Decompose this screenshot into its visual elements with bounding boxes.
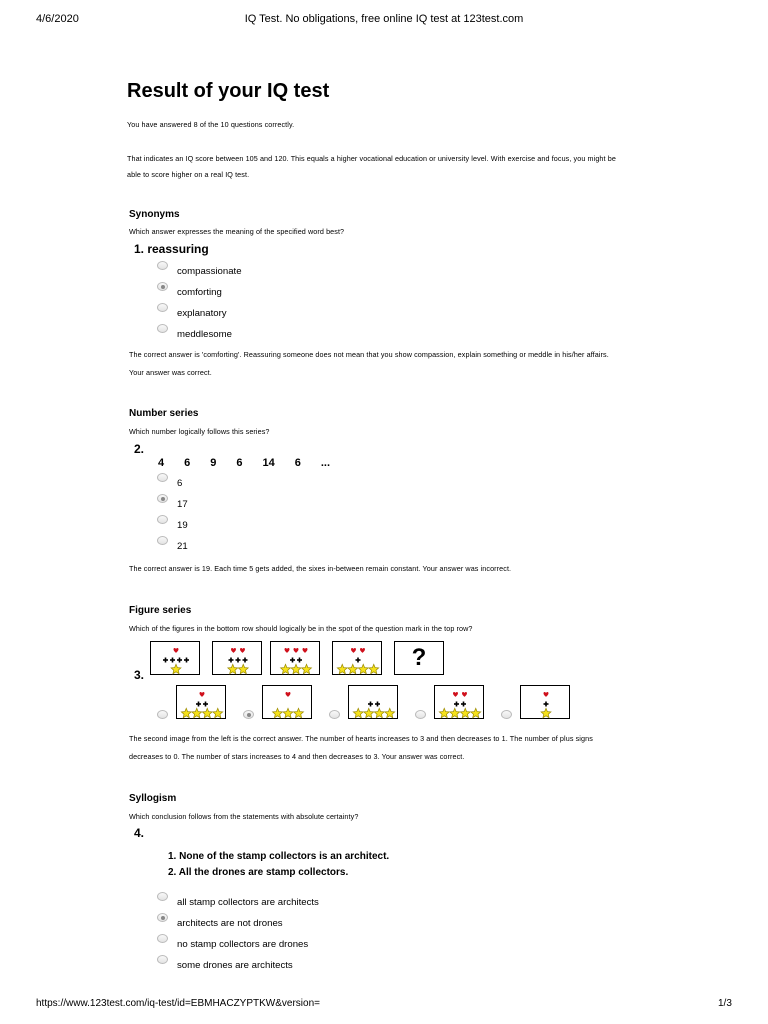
option-label: all stamp collectors are architects: [177, 897, 319, 908]
star-icon: [273, 708, 283, 717]
figure-drawing: [521, 686, 571, 720]
figure-drawing: [177, 686, 227, 720]
plus-icon: [290, 658, 295, 663]
series-number: 6: [236, 457, 243, 469]
radio-button[interactable]: [157, 303, 168, 312]
star-icon: [171, 664, 181, 673]
star-icon: [439, 708, 449, 717]
q1-option-4[interactable]: [157, 329, 232, 340]
q1-option-3[interactable]: [157, 308, 227, 319]
radio-button[interactable]: [157, 473, 168, 482]
star-icon: [181, 708, 191, 717]
print-date: 4/6/2020: [36, 13, 79, 25]
summary-iq-line2: able to score higher on a real IQ test.: [127, 170, 250, 179]
plus-icon: [297, 658, 302, 663]
radio-button-selected[interactable]: [157, 282, 168, 291]
answer-figure-4: [434, 685, 484, 719]
star-icon: [450, 708, 460, 717]
top-figure-3: [270, 641, 320, 675]
plus-icon: [368, 702, 373, 707]
q2-section-title: Number series: [129, 408, 199, 419]
heart-icon: [286, 692, 291, 697]
star-icon: [471, 708, 481, 717]
series-number: 6: [294, 457, 301, 469]
heart-icon: [200, 692, 205, 697]
q4-statement-2: 2. All the drones are stamp collectors.: [168, 867, 349, 878]
q3-label: 3.: [134, 668, 145, 682]
answer-figure-3: [348, 685, 398, 719]
answer-figure-1: [176, 685, 226, 719]
q1-explanation: The correct answer is 'comforting'. Reassuring someone does not mean that you show compassion, explain something or meddle in his/her affairs.: [129, 350, 609, 359]
heart-icon: [231, 648, 236, 653]
star-icon: [302, 664, 312, 673]
star-icon: [541, 708, 551, 717]
series-number: 4: [158, 457, 165, 469]
star-icon: [364, 708, 374, 717]
plus-icon: [236, 658, 241, 663]
star-icon: [283, 708, 293, 717]
plus-icon: [203, 702, 208, 707]
radio-button[interactable]: [157, 536, 168, 545]
star-icon: [460, 708, 470, 717]
star-icon: [228, 664, 238, 673]
option-label: architects are not drones: [177, 918, 283, 929]
heart-icon: [360, 648, 365, 653]
star-icon: [238, 664, 248, 673]
print-url: https://www.123test.com/iq-test/id=EBMHACZYPTKW&version=: [36, 998, 320, 1009]
option-label: 21: [177, 541, 188, 552]
option-label: 6: [177, 478, 183, 489]
print-page-title: IQ Test. No obligations, free online IQ test at 123test.com: [244, 13, 524, 25]
q2-option-1[interactable]: [157, 478, 182, 489]
q4-label: 4.: [134, 826, 145, 840]
star-icon: [291, 664, 301, 673]
star-icon: [192, 708, 202, 717]
heart-icon: [544, 692, 549, 697]
q1-label: 1. reassuring: [134, 242, 209, 256]
series-number: 14: [262, 457, 275, 469]
q1-result: Your answer was correct.: [129, 368, 212, 377]
plus-icon: [375, 702, 380, 707]
q4-statement-1: 1. None of the stamp collectors is an architect.: [168, 851, 390, 862]
radio-button[interactable]: [329, 710, 340, 719]
heart-icon: [462, 692, 467, 697]
plus-icon: [184, 658, 189, 663]
q4-option-4[interactable]: [157, 960, 293, 971]
figure-drawing: [435, 686, 485, 720]
option-label: comforting: [177, 287, 222, 298]
star-icon: [294, 708, 304, 717]
plus-icon: [229, 658, 234, 663]
q3-explanation-line1: The second image from the left is the correct answer. The number of hearts increases to 3 and then decreases to 1. The number of plus signs: [129, 734, 593, 743]
q2-prompt: Which number logically follows this series?: [129, 427, 270, 436]
figure-drawing: [349, 686, 399, 720]
q1-option-2[interactable]: [157, 287, 222, 298]
figure-drawing: [271, 642, 321, 676]
number-series: [158, 457, 350, 469]
star-icon: [374, 708, 384, 717]
radio-button[interactable]: [415, 710, 426, 719]
plus-icon: [170, 658, 175, 663]
heart-icon: [303, 648, 308, 653]
top-figure-4: [332, 641, 382, 675]
option-label: 17: [177, 499, 188, 510]
star-icon: [348, 664, 358, 673]
radio-button[interactable]: [157, 934, 168, 943]
option-label: explanatory: [177, 308, 227, 319]
q2-option-3[interactable]: [157, 520, 188, 531]
radio-button-selected[interactable]: [157, 494, 168, 503]
plus-icon: [461, 702, 466, 707]
option-label: no stamp collectors are drones: [177, 939, 309, 950]
radio-button-selected[interactable]: [243, 710, 254, 719]
figure-drawing: [151, 642, 201, 676]
q2-option-2[interactable]: [157, 499, 188, 510]
page-title: Result of your IQ test: [127, 80, 330, 102]
print-page-number: 1/3: [718, 998, 732, 1009]
q2-option-4[interactable]: [157, 541, 188, 552]
q4-option-1[interactable]: [157, 897, 319, 908]
q2-explanation: The correct answer is 19. Each time 5 gets added, the sixes in-between remain constant. Your answer was incorrect.: [129, 564, 512, 573]
option-label: some drones are architects: [177, 960, 293, 971]
plus-icon: [454, 702, 459, 707]
heart-icon: [240, 648, 245, 653]
answer-figure-5: [520, 685, 570, 719]
q4-option-3[interactable]: [157, 939, 308, 950]
q3-section-title: Figure series: [129, 605, 192, 616]
radio-button[interactable]: [157, 955, 168, 964]
radio-button[interactable]: [157, 710, 168, 719]
answer-figure-2: [262, 685, 312, 719]
heart-icon: [174, 648, 179, 653]
figure-drawing: [213, 642, 263, 676]
radio-button[interactable]: [157, 892, 168, 901]
heart-icon: [453, 692, 458, 697]
star-icon: [281, 664, 291, 673]
star-icon: [337, 664, 347, 673]
plus-icon: [243, 658, 248, 663]
star-icon: [353, 708, 363, 717]
series-number: 9: [210, 457, 217, 469]
heart-icon: [294, 648, 299, 653]
radio-button[interactable]: [157, 515, 168, 524]
star-icon: [358, 664, 368, 673]
option-label: meddlesome: [177, 329, 232, 340]
q2-label: 2.: [134, 442, 145, 456]
question-mark-box: ?: [394, 641, 444, 675]
radio-button[interactable]: [501, 710, 512, 719]
q4-section-title: Syllogism: [129, 793, 177, 804]
summary-score: You have answered 8 of the 10 questions correctly.: [127, 120, 295, 129]
plus-icon: [163, 658, 168, 663]
star-icon: [369, 664, 379, 673]
radio-button-selected[interactable]: [157, 913, 168, 922]
top-figure-1: [150, 641, 200, 675]
q1-prompt: Which answer expresses the meaning of the specified word best?: [129, 227, 345, 236]
figure-drawing: [263, 686, 313, 720]
plus-icon: [544, 702, 549, 707]
star-icon: [385, 708, 395, 717]
plus-icon: [177, 658, 182, 663]
q3-prompt: Which of the figures in the bottom row should logically be in the spot of the question mark in the top row?: [129, 624, 473, 633]
q1-section-title: Synonyms: [129, 209, 180, 220]
heart-icon: [351, 648, 356, 653]
q3-explanation-line2: decreases to 0. The number of stars increases to 4 and then decreases to 3. Your answer was correct.: [129, 752, 465, 761]
option-label: compassionate: [177, 266, 242, 277]
q4-option-2[interactable]: [157, 918, 283, 929]
q1-option-1[interactable]: [157, 266, 242, 277]
heart-icon: [285, 648, 290, 653]
plus-icon: [356, 658, 361, 663]
q4-prompt: Which conclusion follows from the statements with absolute certainty?: [129, 812, 359, 821]
radio-button[interactable]: [157, 324, 168, 333]
plus-icon: [196, 702, 201, 707]
option-label: 19: [177, 520, 188, 531]
star-icon: [213, 708, 223, 717]
star-icon: [202, 708, 212, 717]
top-figure-2: [212, 641, 262, 675]
series-ellipsis: ...: [320, 457, 331, 469]
radio-button[interactable]: [157, 261, 168, 270]
series-number: 6: [184, 457, 191, 469]
figure-drawing: [333, 642, 383, 676]
summary-iq-line1: That indicates an IQ score between 105 and 120. This equals a higher vocational education or university level. With exercise and focus, you might be: [127, 154, 616, 163]
